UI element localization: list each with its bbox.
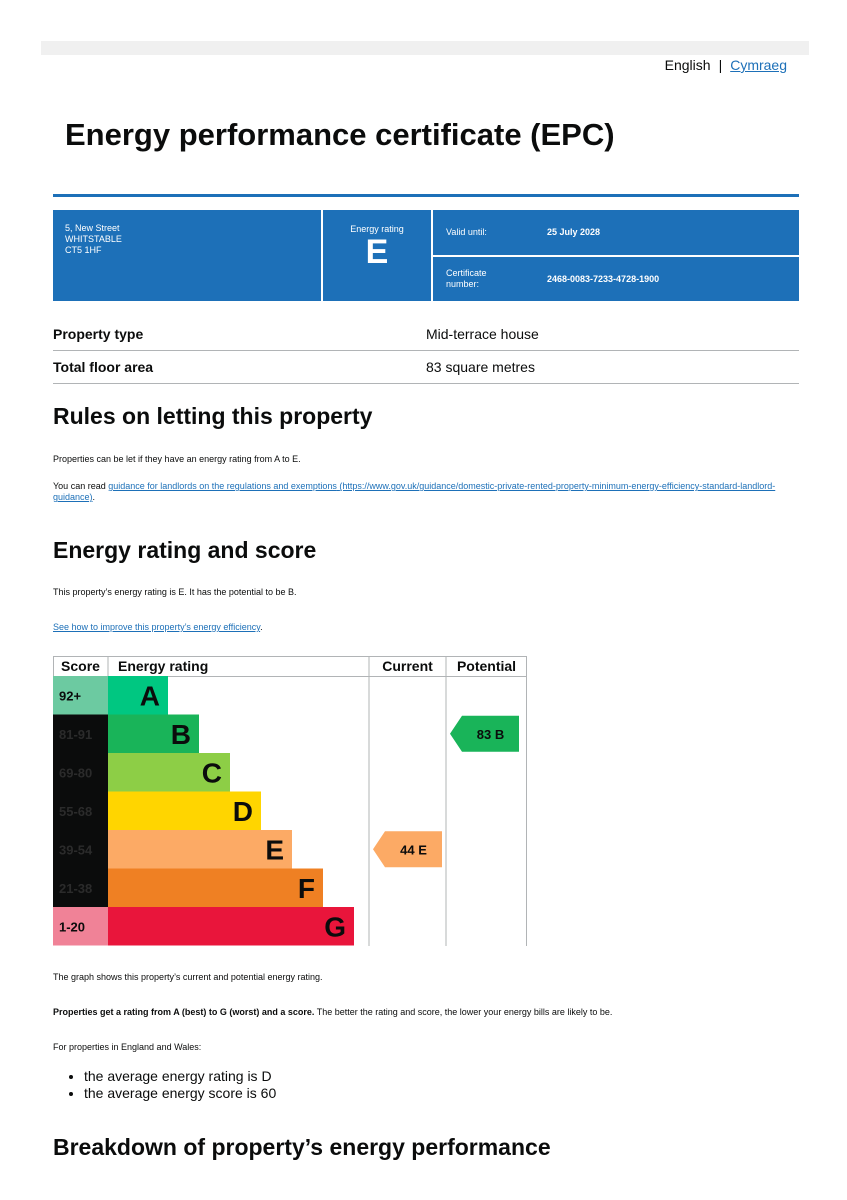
average-rating-item: • the average energy rating is D bbox=[84, 1068, 276, 1085]
score-range-label: 1-20 bbox=[59, 919, 86, 935]
valid-until-label: Valid until: bbox=[446, 226, 487, 237]
floor-area-label: Total floor area bbox=[53, 359, 154, 375]
score-range-label: 55-68 bbox=[59, 803, 93, 819]
certificate-number-value: 2468-0083-7233-4728-1900 bbox=[547, 273, 660, 284]
potential-rating-label: 83 B bbox=[476, 726, 505, 742]
letting-paragraph: Properties can be let if they have an energy rating from A to E. bbox=[53, 454, 301, 464]
certificate-number-label: Certificate number: bbox=[446, 267, 487, 289]
floor-area-row bbox=[53, 351, 799, 384]
england-wales-intro: For properties in England and Wales: bbox=[53, 1042, 202, 1052]
rating-band-letter: B bbox=[170, 718, 191, 750]
average-score-item: • the average energy score is 60 bbox=[84, 1085, 276, 1102]
title-divider bbox=[53, 194, 799, 197]
improve-paragraph bbox=[53, 622, 263, 633]
energy-rating-graph bbox=[53, 656, 527, 946]
rating-band-letter: E bbox=[265, 834, 284, 866]
energy-rating-box bbox=[323, 210, 433, 301]
landlord-guidance-link-text: guidance for landlords on the regulations and exemptions bbox=[108, 481, 337, 491]
top-bar bbox=[41, 41, 809, 55]
chart-column-header: Potential bbox=[456, 658, 517, 674]
floor-area-value: 83 square metres bbox=[426, 359, 535, 375]
average-list bbox=[70, 1068, 276, 1102]
energy-rating-value: E bbox=[365, 233, 389, 271]
breakdown-heading: Breakdown of property’s energy performance bbox=[53, 1134, 551, 1160]
certificate-details bbox=[433, 210, 799, 301]
chart-column-header: Score bbox=[61, 658, 100, 674]
rating-band-letter: C bbox=[201, 757, 222, 789]
improve-suffix: . bbox=[260, 622, 263, 632]
valid-until-row bbox=[433, 210, 799, 257]
energy-rating-heading: Energy rating and score bbox=[53, 537, 317, 563]
guidance-suffix: . bbox=[92, 492, 96, 502]
energy-rating-paragraph: This property’s energy rating is E. It has the potential to be B. bbox=[53, 587, 297, 597]
guidance-prefix: You can read bbox=[53, 481, 109, 491]
improve-efficiency-link[interactable]: See how to improve this property’s energy efficiency bbox=[53, 622, 261, 632]
landlord-guidance-link[interactable] bbox=[53, 481, 775, 502]
letting-heading: Rules on letting this property bbox=[53, 403, 373, 429]
property-type-row bbox=[53, 318, 799, 351]
language-welsh-link[interactable]: Cymraeg bbox=[730, 57, 787, 73]
score-range-label: 21-38 bbox=[59, 880, 93, 896]
valid-until-value: 25 July 2028 bbox=[547, 227, 601, 238]
address-line-1: 5, New Street bbox=[65, 223, 120, 233]
chart-column-header: Current bbox=[382, 658, 433, 674]
rating-explanation-rest: The better the rating and score, the lower your energy bills are likely to be. bbox=[314, 1007, 613, 1017]
rating-band-letter: D bbox=[232, 795, 253, 827]
address-line-2: WHITSTABLE bbox=[65, 234, 122, 244]
rating-band-bar bbox=[108, 907, 354, 946]
property-summary-table bbox=[53, 318, 799, 384]
score-range-label: 92+ bbox=[59, 688, 82, 704]
landlord-guidance-url: (https://www.gov.uk/guidance/domestic-private-rented-property-minimum-energy-efficiency-standard-landlord-guidance) bbox=[53, 481, 776, 502]
energy-rating-label: Energy rating bbox=[350, 224, 404, 234]
graph-description: The graph shows this property’s current and potential energy rating. bbox=[53, 972, 323, 982]
language-switcher bbox=[665, 57, 787, 73]
rating-band-letter: G bbox=[324, 911, 346, 943]
rating-band-letter: F bbox=[297, 872, 315, 904]
energy-rating-chart bbox=[53, 656, 527, 946]
score-range-label: 39-54 bbox=[59, 842, 93, 858]
summary-banner bbox=[53, 210, 799, 301]
letting-guidance-paragraph bbox=[53, 481, 783, 503]
rating-band-letter: A bbox=[139, 680, 160, 712]
current-rating-label: 44 E bbox=[400, 842, 427, 858]
rating-explanation-bold: Properties get a rating from A (best) to G (worst) and a score. bbox=[53, 1007, 315, 1017]
property-address bbox=[53, 210, 323, 301]
property-type-value: Mid-terrace house bbox=[426, 326, 539, 342]
score-range-label: 69-80 bbox=[59, 765, 93, 781]
rating-band-bar bbox=[108, 869, 323, 908]
property-type-label: Property type bbox=[53, 326, 144, 342]
language-english: English bbox=[664, 57, 711, 73]
page-title: Energy performance certificate (EPC) bbox=[65, 117, 615, 152]
language-separator: | bbox=[718, 57, 723, 73]
chart-column-header: Energy rating bbox=[118, 658, 209, 674]
rating-explanation bbox=[53, 1007, 612, 1018]
certificate-number-row bbox=[433, 257, 799, 302]
address-line-3: CT5 1HF bbox=[65, 245, 102, 255]
score-range-label: 81-91 bbox=[59, 726, 93, 742]
